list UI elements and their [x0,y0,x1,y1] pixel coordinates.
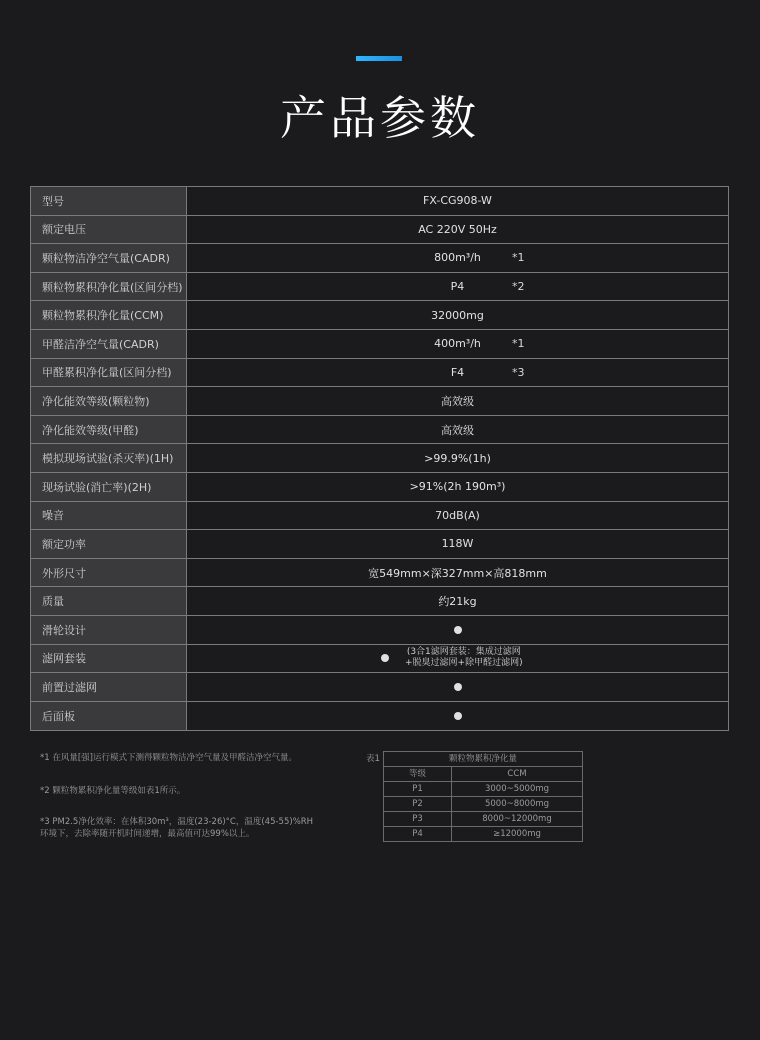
grade-cell: P3 [384,812,452,827]
grade-table-header: 等级 [384,767,452,782]
spec-row-weight [31,587,728,616]
spec-label: 颗粒物累积净化量(CCM) [31,301,186,329]
ccm-cell: ≥12000mg [452,827,583,842]
grade-table-title-row [384,752,583,767]
spec-value: 宽549mm×深327mm×高818mm [186,559,728,587]
spec-value: 800m³/h *1 [186,244,728,272]
grade-table [383,751,583,842]
spec-row-pre-filter [31,673,728,702]
spec-row-efficiency-formaldehyde [31,416,728,445]
spec-value: AC 220V 50Hz [186,216,728,244]
spec-label: 净化能效等级(甲醛) [31,416,186,444]
spec-row-formaldehyde-grade [31,359,728,388]
spec-row-field-test [31,473,728,502]
spec-row-filter-set [31,645,728,674]
spec-row-particle-cadr [31,244,728,273]
footnote-ref: *2 [512,280,525,294]
grade-cell: P2 [384,797,452,812]
spec-value: >99.9%(1h) [186,444,728,472]
footnote-3: *3 PM2.5净化效率：在体积30m³，温度(23-26)°C，温度(45-55)%RH 环境下，去除率随开机时间递增，最高值可达99%以上。 [40,817,314,839]
spec-label: 外形尺寸 [31,559,186,587]
table-row [384,782,583,797]
spec-label: 滑轮设计 [31,616,186,644]
spec-value [186,645,728,673]
feature-dot-icon [381,654,389,662]
feature-dot-icon [454,626,462,634]
spec-row-dimensions [31,559,728,588]
spec-value: 118W [186,530,728,558]
spec-label: 颗粒物累积净化量(区间分档) [31,273,186,301]
spec-label: 型号 [31,187,186,215]
ccm-cell: 8000~12000mg [452,812,583,827]
spec-value: 70dB(A) [186,502,728,530]
grade-table-title: 颗粒物累积净化量 [384,752,583,767]
spec-label: 现场试验(消亡率)(2H) [31,473,186,501]
spec-value: 高效级 [186,387,728,415]
page-title: 产品参数 [280,91,480,145]
grade-table-header-row [384,767,583,782]
footnote-1: *1 在风量[强]运行模式下测得颗粒物洁净空气量及甲醛洁净空气量。 [40,753,297,763]
grade-cell: P4 [384,827,452,842]
spec-label: 质量 [31,587,186,615]
title-accent-bar [356,56,402,61]
spec-table [30,186,729,731]
spec-row-simulated-test [31,444,728,473]
spec-value: >91%(2h 190m³) [186,473,728,501]
table-row [384,812,583,827]
footnote-ref: *1 [512,251,525,265]
footnote-ref: *3 [512,365,525,379]
spec-row-casters [31,616,728,645]
spec-label: 噪音 [31,502,186,530]
spec-value: FX-CG908-W [186,187,728,215]
grade-table-header: CCM [452,767,583,782]
table1-label: 表1 [366,754,380,764]
spec-label: 前置过滤网 [31,673,186,701]
spec-label: 滤网套装 [31,645,186,673]
spec-value [186,702,728,731]
table-row [384,827,583,842]
spec-row-rear-panel [31,702,728,731]
spec-label: 甲醛累积净化量(区间分档) [31,359,186,387]
spec-label: 后面板 [31,702,186,731]
spec-row-formaldehyde-cadr [31,330,728,359]
spec-label: 颗粒物洁净空气量(CADR) [31,244,186,272]
spec-value: 400m³/h *1 [186,330,728,358]
spec-label: 甲醛洁净空气量(CADR) [31,330,186,358]
spec-value: 高效级 [186,416,728,444]
spec-value: 32000mg [186,301,728,329]
spec-label: 额定功率 [31,530,186,558]
spec-row-particle-grade [31,273,728,302]
spec-label: 净化能效等级(颗粒物) [31,387,186,415]
ccm-cell: 3000~5000mg [452,782,583,797]
ccm-cell: 5000~8000mg [452,797,583,812]
footnote-ref: *1 [512,337,525,351]
spec-row-efficiency-particle [31,387,728,416]
spec-value: P4 *2 [186,273,728,301]
table-row [384,797,583,812]
spec-value: 约21kg [186,587,728,615]
spec-label: 额定电压 [31,216,186,244]
footnote-2: *2 颗粒物累积净化量等级如表1所示。 [40,786,186,796]
spec-value: F4 *3 [186,359,728,387]
feature-dot-icon [454,683,462,691]
spec-row-voltage [31,216,728,245]
spec-row-model [31,187,728,216]
spec-label: 模拟现场试验(杀灭率)(1H) [31,444,186,472]
filter-set-description: (3合1滤网套装：集成过滤网 +脱臭过滤网+除甲醛过滤网) [405,647,523,669]
feature-dot-icon [454,712,462,720]
spec-row-power [31,530,728,559]
grade-cell: P1 [384,782,452,797]
spec-value [186,673,728,701]
spec-value [186,616,728,644]
spec-row-particle-ccm [31,301,728,330]
spec-row-noise [31,502,728,531]
